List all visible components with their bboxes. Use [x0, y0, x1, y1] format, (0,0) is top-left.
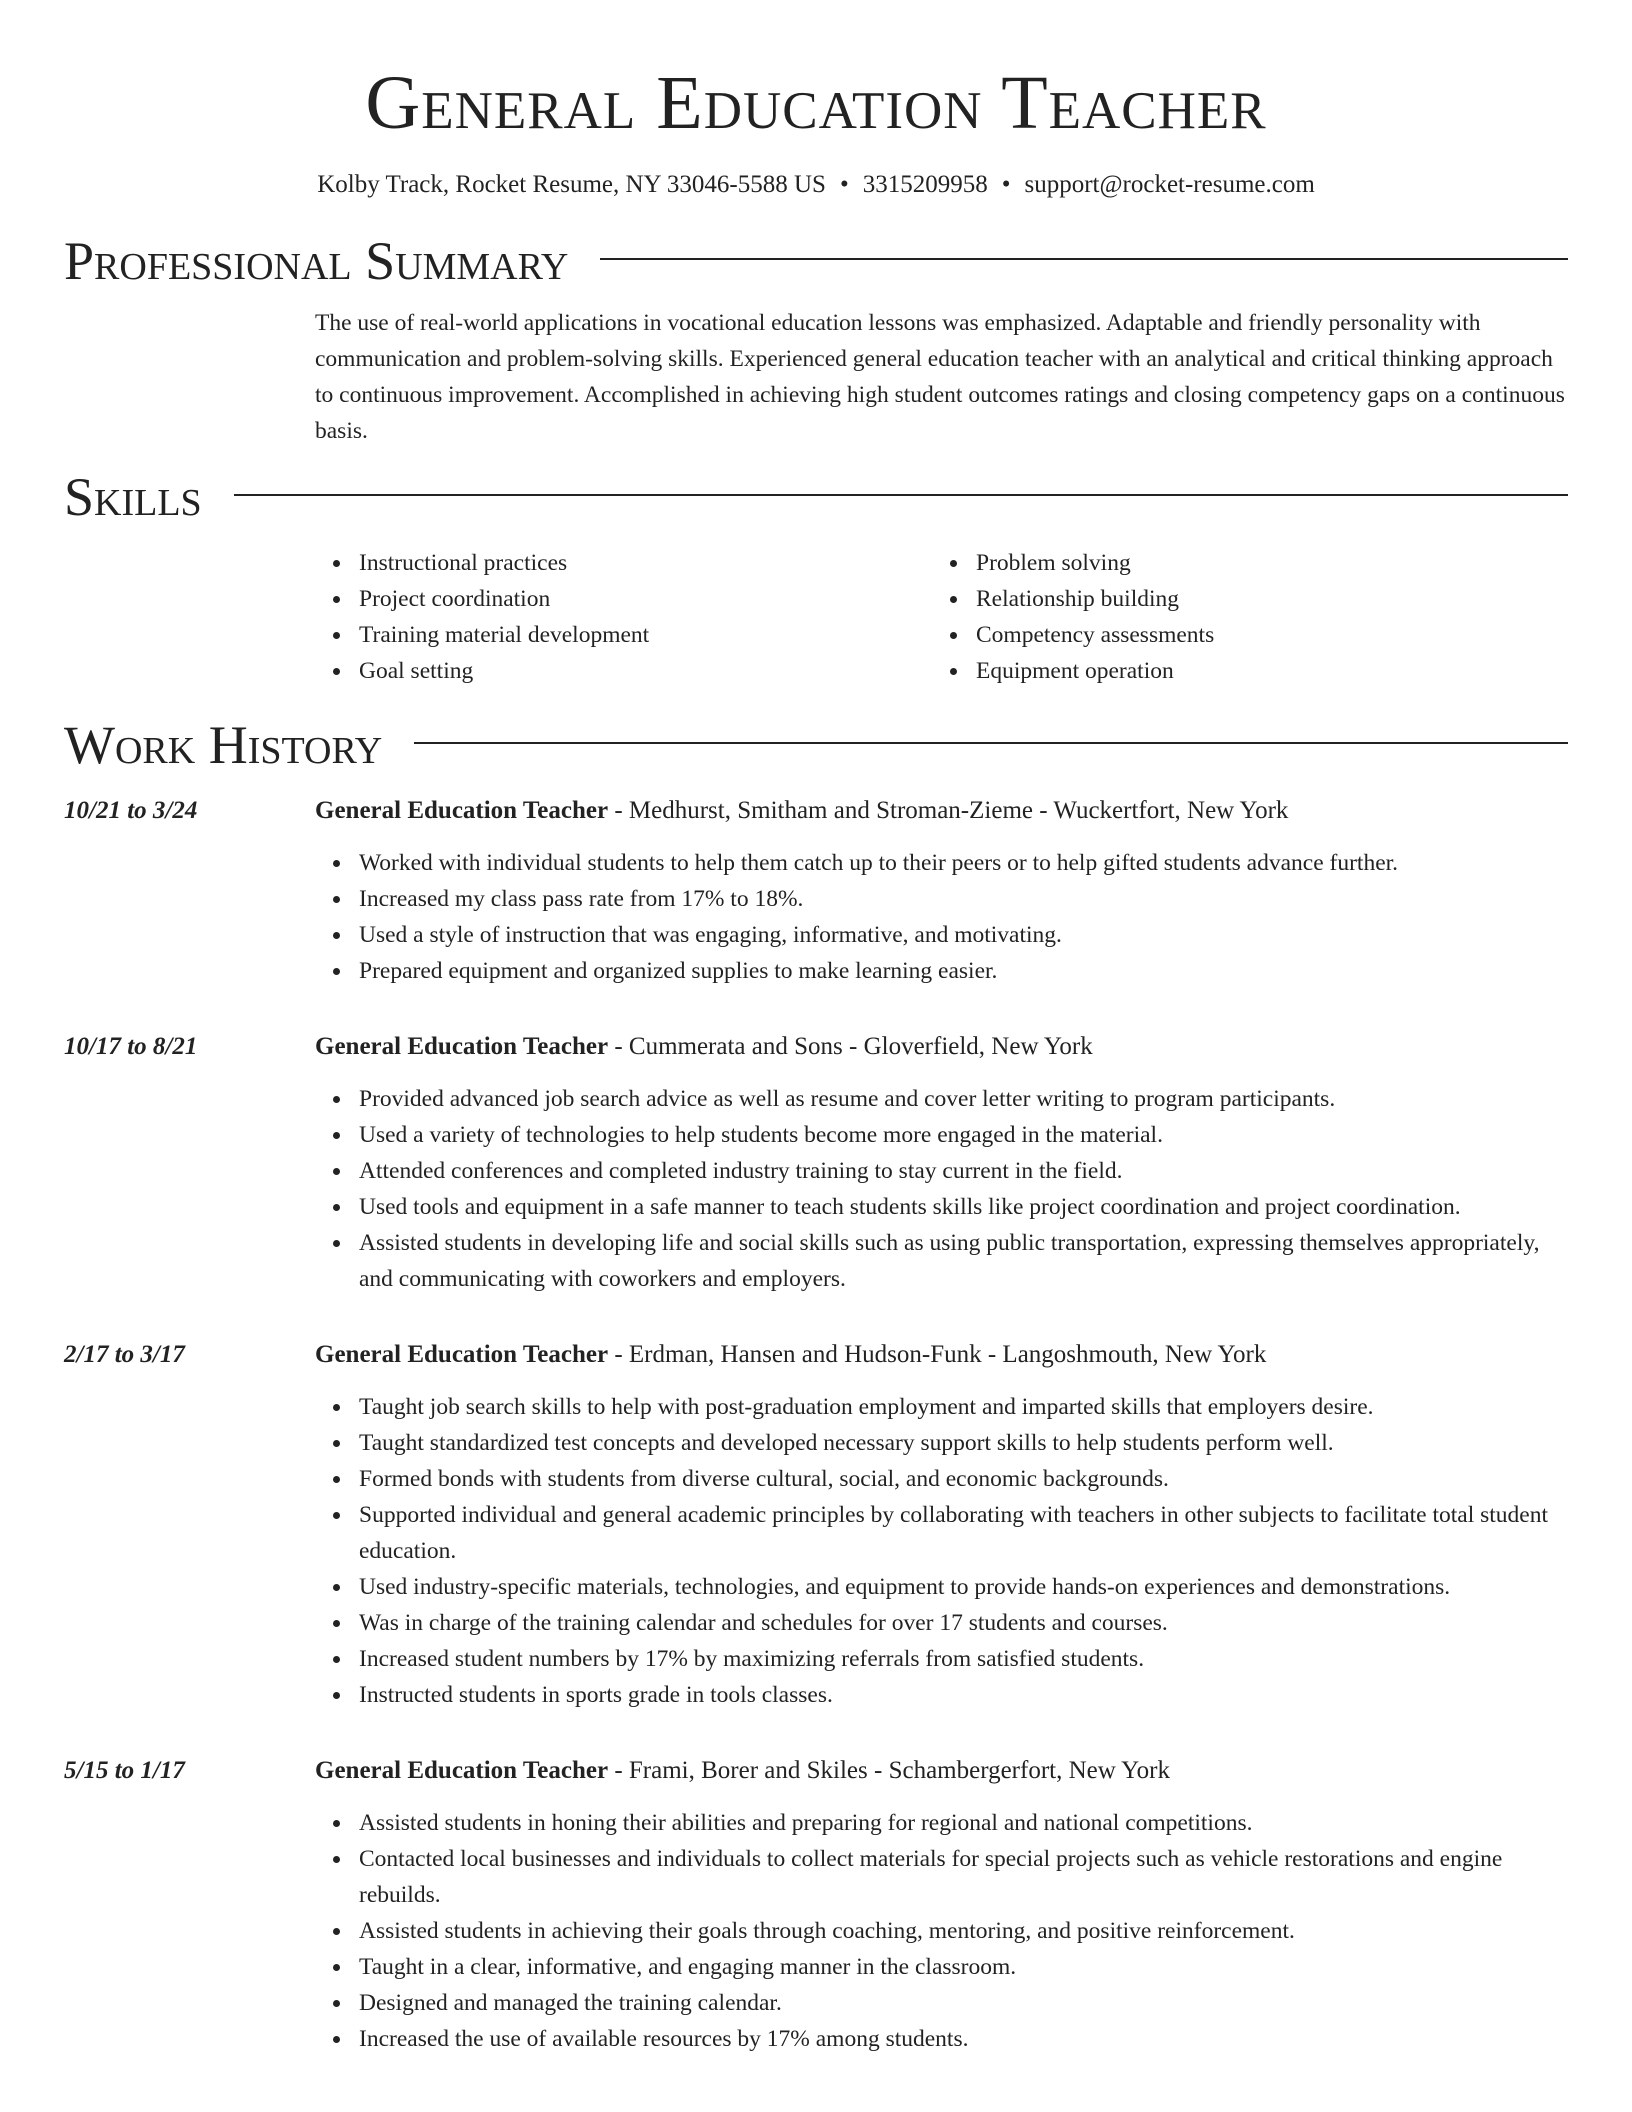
summary-heading-row	[64, 229, 1568, 293]
work-history-heading: Work History	[64, 715, 383, 775]
skill-item: Goal setting	[359, 653, 932, 689]
job-bullet: Instructed students in sports grade in tools classes.	[359, 1677, 1568, 1713]
job-bullets	[315, 1081, 1568, 1297]
contact-line	[64, 168, 1568, 202]
job-title: General Education Teacher	[315, 1757, 609, 1784]
job-header	[64, 1029, 1568, 1065]
summary-heading: Professional Summary	[64, 231, 569, 291]
job-dates: 10/21 to 3/24	[64, 797, 198, 824]
skill-item: Instructional practices	[359, 545, 932, 581]
job-header	[64, 793, 1568, 829]
contact-email: support@rocket-resume.com	[1024, 171, 1315, 198]
job-bullet: Increased my class pass rate from 17% to 18%.	[359, 881, 1568, 917]
job-employer-location: - Cummerata and Sons - Gloverfield, New York	[608, 1033, 1093, 1060]
job-bullet: Prepared equipment and organized supplies to make learning easier.	[359, 953, 1568, 989]
job-bullet: Taught in a clear, informative, and engaging manner in the classroom.	[359, 1949, 1568, 1985]
job-bullet: Formed bonds with students from diverse cultural, social, and economic backgrounds.	[359, 1461, 1568, 1497]
skill-item: Equipment operation	[976, 653, 1549, 689]
job-bullet: Worked with individual students to help them catch up to their peers or to help gifted students advance further.	[359, 845, 1568, 881]
section-divider	[600, 258, 1568, 260]
resume-title: General Education Teacher	[365, 61, 1267, 145]
contact-separator: •	[1001, 171, 1011, 198]
section-divider	[234, 494, 1568, 496]
work-history-section	[64, 713, 1568, 2057]
job-bullet: Assisted students in honing their abilities and preparing for regional and national competitions.	[359, 1805, 1568, 1841]
job-bullets	[315, 1389, 1568, 1713]
job-entry	[64, 793, 1568, 989]
skill-item: Problem solving	[976, 545, 1549, 581]
job-header	[64, 1337, 1568, 1373]
job-header	[64, 1753, 1568, 1789]
job-info	[315, 1753, 1170, 1789]
job-info	[315, 1337, 1266, 1373]
section-divider	[414, 742, 1568, 744]
job-bullet: Supported individual and general academic principles by collaborating with teachers in other subjects to facilitate total student education.	[359, 1497, 1568, 1569]
job-info	[315, 793, 1288, 829]
contact-address: Kolby Track, Rocket Resume, NY 33046-5588 US	[317, 171, 826, 198]
skills-column-right	[932, 545, 1549, 689]
job-entry	[64, 1337, 1568, 1713]
job-bullet: Attended conferences and completed industry training to stay current in the field.	[359, 1153, 1568, 1189]
job-bullet-list	[315, 845, 1568, 989]
job-bullet: Was in charge of the training calendar and schedules for over 17 students and courses.	[359, 1605, 1568, 1641]
skills-heading-row	[64, 465, 1568, 529]
job-bullet-list	[315, 1805, 1568, 2057]
summary-section	[64, 229, 1568, 449]
job-title: General Education Teacher	[315, 797, 609, 824]
job-bullet: Used a style of instruction that was engaging, informative, and motivating.	[359, 917, 1568, 953]
skill-item: Competency assessments	[976, 617, 1549, 653]
job-dates: 10/17 to 8/21	[64, 1033, 198, 1060]
job-bullet: Used a variety of technologies to help students become more engaged in the material.	[359, 1117, 1568, 1153]
job-entry	[64, 1753, 1568, 2057]
skill-item: Project coordination	[359, 581, 932, 617]
skill-item: Training material development	[359, 617, 932, 653]
skills-list-right	[932, 545, 1549, 689]
job-title: General Education Teacher	[315, 1341, 609, 1368]
job-bullet: Increased the use of available resources by 17% among students.	[359, 2021, 1568, 2057]
job-info	[315, 1029, 1093, 1065]
job-dates: 5/15 to 1/17	[64, 1757, 185, 1784]
contact-phone: 3315209958	[862, 171, 988, 198]
job-employer-location: - Erdman, Hansen and Hudson-Funk - Langoshmouth, New York	[608, 1341, 1267, 1368]
job-bullet-list	[315, 1081, 1568, 1297]
job-bullet: Taught job search skills to help with post-graduation employment and imparted skills that employers desire.	[359, 1389, 1568, 1425]
job-bullets	[315, 845, 1568, 989]
job-bullet: Designed and managed the training calendar.	[359, 1985, 1568, 2021]
job-bullet: Taught standardized test concepts and developed necessary support skills to help students perform well.	[359, 1425, 1568, 1461]
job-list	[64, 793, 1568, 2057]
skills-section	[64, 465, 1568, 689]
job-bullet-list	[315, 1389, 1568, 1713]
skills-column-left	[315, 545, 932, 689]
job-employer-location: - Frami, Borer and Skiles - Schambergerfort, New York	[608, 1757, 1171, 1784]
job-bullet: Assisted students in developing life and social skills such as using public transportation, expressing themselves appropriately, and communicating with coworkers and employers.	[359, 1225, 1568, 1297]
job-bullet: Used tools and equipment in a safe manner to teach students skills like project coordination and project coordination.	[359, 1189, 1568, 1225]
skills-grid	[315, 545, 1568, 689]
job-bullets	[315, 1805, 1568, 2057]
skills-heading: Skills	[64, 467, 202, 527]
job-entry	[64, 1029, 1568, 1297]
summary-body	[315, 305, 1568, 449]
contact-separator: •	[839, 171, 849, 198]
job-bullet: Assisted students in achieving their goals through coaching, mentoring, and positive reinforcement.	[359, 1913, 1568, 1949]
skills-list-left	[315, 545, 932, 689]
job-bullet: Provided advanced job search advice as well as resume and cover letter writing to program participants.	[359, 1081, 1568, 1117]
work-history-heading-row	[64, 713, 1568, 777]
job-dates: 2/17 to 3/17	[64, 1341, 185, 1368]
job-employer-location: - Medhurst, Smitham and Stroman-Zieme - Wuckertfort, New York	[608, 797, 1289, 824]
job-bullet: Contacted local businesses and individuals to collect materials for special projects such as vehicle restorations and engine rebuilds.	[359, 1841, 1568, 1913]
job-title: General Education Teacher	[315, 1033, 609, 1060]
skill-item: Relationship building	[976, 581, 1549, 617]
summary-text: The use of real-world applications in vocational education lessons was emphasized. Adaptable and friendly personality with communication and problem-solving skills. Experienced general education teacher with an analytical and critical thinking approach to continuous improvement. Accomplished in achieving high student outcomes ratings and closing competency gaps on a continuous basis.	[315, 310, 1565, 444]
job-bullet: Increased student numbers by 17% by maximizing referrals from satisfied students.	[359, 1641, 1568, 1677]
job-bullet: Used industry-specific materials, technologies, and equipment to provide hands-on experiences and demonstrations.	[359, 1569, 1568, 1605]
